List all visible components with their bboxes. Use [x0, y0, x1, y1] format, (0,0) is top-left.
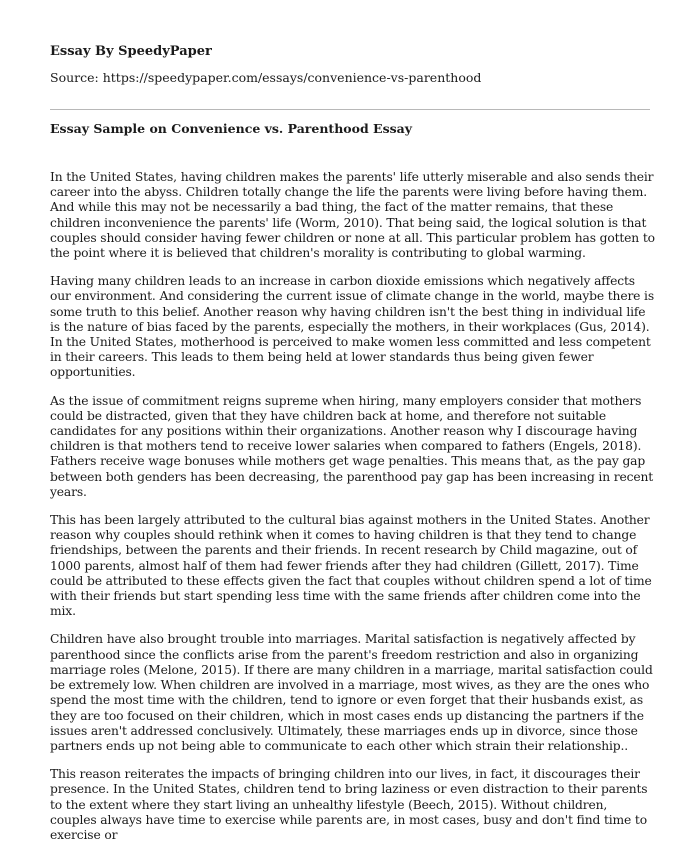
essay-paragraph: In the United States, having children makes the parents' life utterly miserable and also sends their career into the abyss. Children totally change the life the parents were living before having them. And while this may not be necessarily a bad thing, the fact of the matter remains, that these children inconvenience the parents' life (Worm, 2010). That being said, the logical solution is that couples should consider having fewer children or none at all. This particular problem has gotten to the point where it is believed that children's morality is contributing to global warming.	[50, 170, 655, 261]
essay-paragraph: As the issue of commitment reigns supreme when hiring, many employers consider that mothers could be distracted, given that they have children back at home, and therefore not suitable candidates for any positions within their organizations. Another reason why I discourage having children is that mothers tend to receive lower salaries when compared to fathers (Engels, 2018). Fathers receive wage bonuses while mothers get wage penalties. This means that, as the pay gap between both genders has been decreasing, the parenthood pay gap has been increasing in recent years.	[50, 393, 654, 499]
document-header-title: Essay By SpeedyPaper	[50, 44, 212, 59]
source-line	[50, 70, 481, 85]
source-label: Source:	[50, 70, 99, 85]
header-divider	[50, 109, 650, 110]
source-url[interactable]: https://speedypaper.com/essays/convenience-vs-parenthood	[102, 70, 482, 85]
essay-paragraph: Having many children leads to an increase in carbon dioxide emissions which negatively affects our environment. And considering the current issue of climate change in the world, maybe there is some truth to this belief. Another reason why having children isn't the best thing in individual life is the nature of bias faced by the parents, especially the mothers, in their workplaces (Gus, 2014). In the United States, motherhood is perceived to make women less committed and less competent in their careers. This leads to them being held at lower standards thus being given fewer opportunities.	[50, 274, 654, 380]
essay-paragraph: Children have also brought trouble into marriages. Marital satisfaction is negatively affected by parenthood since the conflicts arise from the parent's freedom restriction and also in organizing marriage roles (Melone, 2015). If there are many children in a marriage, marital satisfaction could be extremely low. When children are involved in a marriage, most wives, as they are the ones who spend the most time with the children, tend to ignore or even forget that their husbands exist, as they are too focused on their children, which in most cases ends up distancing the partners if the issues aren't addressed conclusively. Ultimately, these marriages ends up in divorce, since those partners ends up not being able to communicate to each other which strain their relationship..	[50, 632, 653, 753]
essay-title: Essay Sample on Convenience vs. Parenthood Essay	[50, 121, 413, 136]
essay-paragraph: This has been largely attributed to the cultural bias against mothers in the United States. Another reason why couples should rethink when it comes to having children is that they tend to change friendships, between the parents and their friends. In recent research by Child magazine, out of 1000 parents, almost half of them had fewer friends after they had children (Gillett, 2017). Time could be attributed to these effects given the fact that couples without children spend a lot of time with their friends but start spending less time with the same friends after children come into the mix.	[50, 513, 652, 619]
essay-body	[50, 170, 656, 856]
essay-paragraph: This reason reiterates the impacts of bringing children into our lives, in fact, it discourages their presence. In the United States, children tend to bring laziness or even distraction to their parents to the extent where they start living an unhealthy lifestyle (Beech, 2015). Without children, couples always have time to exercise while parents are, in most cases, busy and don't find time to exercise or	[50, 767, 648, 842]
